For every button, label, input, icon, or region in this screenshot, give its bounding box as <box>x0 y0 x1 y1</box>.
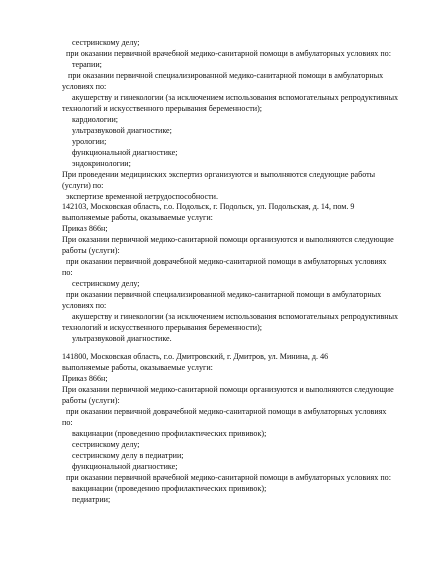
text-line: кардиологии; <box>72 115 119 124</box>
address-line: 141800, Московская область, г.о. Дмитровский, г. Дмитров, ул. Минина, д. 46 <box>62 352 329 361</box>
text-line: функциональной диагностике; <box>72 462 178 471</box>
text-line: сестринскому делу; <box>72 38 140 47</box>
text-line: условиях по: <box>62 82 107 91</box>
text-line: сестринскому делу; <box>72 440 140 449</box>
text-line: функциональной диагностике; <box>72 148 178 157</box>
text-line: при оказании первичной доврачебной медико-санитарной помощи в амбулаторных условиях <box>66 407 387 416</box>
text-line: при оказании первичной врачебной медико-санитарной помощи в амбулаторных условиях по: <box>66 49 391 58</box>
text-line: условиях по: <box>62 301 107 310</box>
address-line: 142103, Московская область, г.о. Подольск, г. Подольск, ул. Подольская, д. 14, пом. 9 <box>62 202 355 211</box>
text-line: выполняемые работы, оказываемые услуги: <box>62 213 213 222</box>
text-line: (услуги) по: <box>62 181 104 190</box>
text-line: работы (услуги): <box>62 246 120 255</box>
text-line: сестринскому делу в педиатрии; <box>72 451 184 460</box>
text-line: при оказании первичной доврачебной медико-санитарной помощи в амбулаторных условиях <box>66 257 387 266</box>
text-line: по: <box>62 418 73 427</box>
text-line: Приказ 866н; <box>62 374 108 383</box>
text-line: экспертизе временной нетрудоспособности. <box>66 192 218 201</box>
text-line: ультразвуковой диагностике. <box>72 334 172 343</box>
text-line: Приказ 866н; <box>62 224 108 233</box>
text-line: При оказании первичной медико-санитарной помощи организуются и выполняются следующие <box>62 235 394 244</box>
text-line: вакцинации (проведению профилактических прививок); <box>72 429 267 438</box>
text-line: терапии; <box>72 60 102 69</box>
text-line: вакцинации (проведению профилактических прививок); <box>72 484 267 493</box>
services-continuation-block <box>0 37 430 202</box>
text-line: акушерству и гинекологии (за исключением использования вспомогательных репродуктивных <box>72 312 399 321</box>
text-line: технологий и искусственного прерывания беременности); <box>62 323 263 332</box>
text-line: при оказании первичной специализированной медико-санитарной помощи в амбулаторных <box>66 290 382 299</box>
text-line: по: <box>62 268 73 277</box>
text-line: При оказании первичной медико-санитарной помощи организуются и выполняются следующие <box>62 385 394 394</box>
address-block-dmitrov <box>0 351 430 505</box>
text-line: ультразвуковой диагностике; <box>72 126 172 135</box>
text-line: выполняемые работы, оказываемые услуги: <box>62 363 213 372</box>
text-line: педиатрии; <box>72 495 111 504</box>
text-line: сестринскому делу; <box>72 279 140 288</box>
text-line: При проведении медицинских экспертиз организуются и выполняются следующие работы <box>62 170 376 179</box>
text-line: при оказании первичной специализированной медико-санитарной помощи в амбулаторных <box>68 71 384 80</box>
text-line: эндокринологии; <box>72 159 131 168</box>
text-line: работы (услуги): <box>62 396 120 405</box>
text-line: технологий и искусственного прерывания беременности); <box>62 104 263 113</box>
text-line: акушерству и гинекологии (за исключением использования вспомогательных репродуктивных <box>72 93 399 102</box>
text-line: урологии; <box>72 137 107 146</box>
address-block-podolsk <box>0 201 430 344</box>
text-line: при оказании первичной врачебной медико-санитарной помощи в амбулаторных условиях по: <box>66 473 391 482</box>
